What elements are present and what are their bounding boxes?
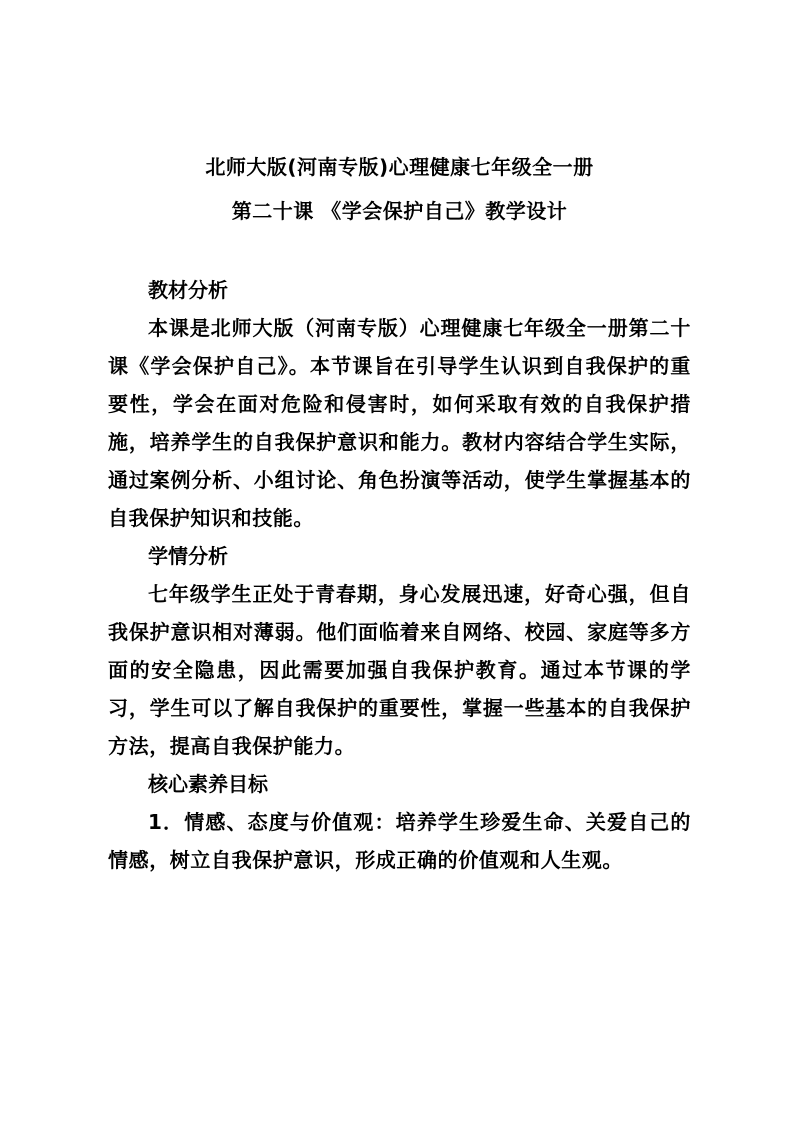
title-block <box>108 145 691 233</box>
section-paragraph: 1．情感、态度与价值观：培养学生珍爱生命、关爱自己的情感，树立自我保护意识，形成正确的价值观和人生观。 <box>108 810 691 872</box>
section-paragraph: 本课是北师大版（河南专版）心理健康七年级全一册第二十课《学会保护自己》。本节课旨在引导学生认识到自我保护的重要性，学会在面对危险和侵害时，如何采取有效的自我保护措施，培养学生的自我保护意识和能力。教材内容结合学生实际，通过案例分析、小组讨论、角色扮演等活动，使学生掌握基本的自我保护知识和技能。 <box>108 316 691 530</box>
section-paragraph: 七年级学生正处于青春期，身心发展迅速，好奇心强，但自我保护意识相对薄弱。他们面临着来自网络、校园、家庭等多方面的安全隐患，因此需要加强自我保护教育。通过本节课的学习，学生可以了解自我保护的重要性，掌握一些基本的自我保护方法，提高自我保护能力。 <box>108 582 691 758</box>
document-title-line-1: 北师大版(河南专版)心理健康七年级全一册 <box>205 155 594 179</box>
section-heading: 核心素养目标 <box>148 772 268 796</box>
section-student-analysis <box>108 537 691 765</box>
section-heading: 教材分析 <box>148 278 228 302</box>
section-textbook-analysis <box>108 271 691 537</box>
document-title-line-2: 第二十课 《学会保护自己》教学设计 <box>231 199 568 223</box>
section-heading: 学情分析 <box>148 544 228 568</box>
section-core-goals <box>108 765 691 879</box>
